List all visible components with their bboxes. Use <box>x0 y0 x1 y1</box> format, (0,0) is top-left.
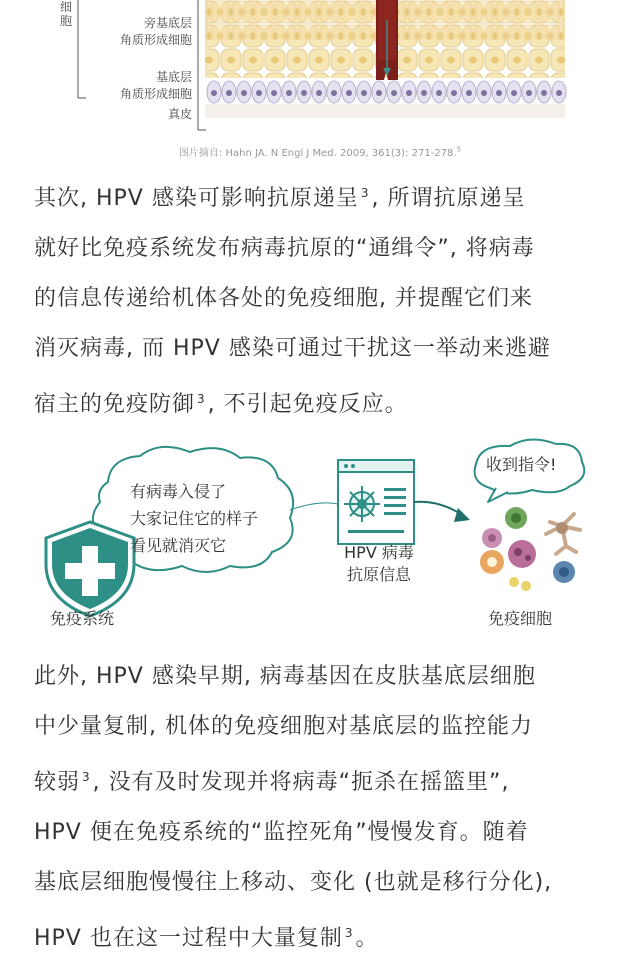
received-command-bubble: 收到指令! <box>486 455 557 474</box>
line-text-continued: , 不引起免疫反应。 <box>207 392 408 417</box>
caption-ref: 5 <box>456 145 462 154</box>
immune-system-label: 免疫系统 <box>50 609 115 628</box>
paragraph-line <box>34 274 610 324</box>
line-text: 基底层细胞慢慢往上移动、变化 (也就是移行分化), <box>34 870 553 895</box>
antigen-label-line1: HPV 病毒 <box>344 543 414 562</box>
basal-cell-nucleus <box>541 90 547 96</box>
immune-cells-icon <box>480 507 580 591</box>
basal-label-line1: 基底层 <box>155 70 192 84</box>
basal-cell-nucleus <box>556 90 562 96</box>
basal-cell-nucleus <box>271 90 277 96</box>
basal-cell-nucleus <box>421 90 427 96</box>
line-text: 消灭病毒, 而 HPV 感染可通过干扰这一举动来逃避 <box>34 336 551 361</box>
basal-cell-nucleus <box>436 90 442 96</box>
basal-cell-nucleus <box>511 90 517 96</box>
paragraph-antigen-presentation <box>34 168 610 430</box>
basal-cell-nucleus <box>226 90 232 96</box>
basal-cell-nucleus <box>376 90 382 96</box>
basal-cell-nucleus <box>361 90 367 96</box>
basal-cell-nucleus <box>481 90 487 96</box>
dermis-label: 真皮 <box>167 107 192 121</box>
basal-layer-label <box>92 69 192 103</box>
basal-label-line2: 角质形成细胞 <box>119 87 192 101</box>
paragraph-line <box>34 908 610 964</box>
paragraph-line <box>34 702 610 752</box>
parabasal-label-line1: 旁基底层 <box>143 16 192 30</box>
paragraph-line <box>34 374 610 430</box>
parabasal-label-line2: 角质形成细胞 <box>119 33 192 47</box>
citation-ref: 3 <box>344 926 354 940</box>
line-text: 中少量复制, 机体的免疫细胞对基底层的监控能力 <box>34 714 533 739</box>
line-text: HPV 也在这一过程中大量复制 <box>34 926 343 951</box>
basal-cell-nucleus <box>301 90 307 96</box>
virus-document-icon <box>338 460 414 544</box>
speech-line-2: 大家记住它的样子 <box>130 509 259 528</box>
figure-caption <box>0 144 640 159</box>
line-text: 此外, HPV 感染早期, 病毒基因在皮肤基底层细胞 <box>34 664 536 689</box>
basal-cell-nucleus <box>466 90 472 96</box>
basal-cell-nucleus <box>256 90 262 96</box>
line-text: 其次, HPV 感染可影响抗原递呈 <box>34 186 359 211</box>
basal-cell-nucleus <box>496 90 502 96</box>
line-text: HPV 便在免疫系统的“监控死角”慢慢发育。随着 <box>34 820 529 845</box>
line-text-continued: 。 <box>355 926 379 951</box>
citation-ref: 3 <box>197 392 206 406</box>
line-text-continued: , 没有及时发现并将病毒“扼杀在摇篮里”, <box>92 770 510 795</box>
line-text: 就好比免疫系统发布病毒抗原的“通缉令”, 将病毒 <box>34 236 535 261</box>
paragraph-line <box>34 858 610 908</box>
antigen-info-label <box>334 542 424 586</box>
basal-cell-nucleus <box>346 90 352 96</box>
citation-ref: 3 <box>360 186 370 200</box>
basal-cell-nucleus <box>451 90 457 96</box>
basal-cell-nucleus <box>241 90 247 96</box>
speech-line-3: 看见就消灭它 <box>130 536 227 555</box>
immune-response-diagram <box>0 430 640 660</box>
speech-line-1: 有病毒入侵了 <box>130 482 227 501</box>
parabasal-layer-label <box>92 15 192 49</box>
line-text: 较弱 <box>34 770 81 795</box>
line-text: 宿主的免疫防御 <box>34 392 196 417</box>
citation-ref: 3 <box>82 770 91 784</box>
basal-cell-nucleus <box>211 90 217 96</box>
paragraph-line <box>34 808 610 858</box>
paragraph-line <box>34 652 610 702</box>
basal-cell-nucleus <box>286 90 292 96</box>
basal-cell-nucleus <box>391 90 397 96</box>
top-layer-label-fragment: 细胞 <box>59 0 72 28</box>
basal-cell-nucleus <box>406 90 412 96</box>
paragraph-line <box>34 324 610 374</box>
paragraph-line <box>34 168 610 224</box>
skin-layer-figure <box>0 0 640 140</box>
line-text-continued: , 所谓抗原递呈 <box>371 186 526 211</box>
paragraph-basal-layer-replication <box>34 652 610 964</box>
caption-text: 图片摘自: Hahn JA. N Engl J Med. 2009, 361(3): 271-278. <box>178 148 457 159</box>
basal-cell-nucleus <box>331 90 337 96</box>
basal-cell-nucleus <box>526 90 532 96</box>
antigen-label-line2: 抗原信息 <box>346 565 411 584</box>
basal-cell-nucleus <box>316 90 322 96</box>
shield-icon <box>46 522 134 616</box>
paragraph-line <box>34 752 610 808</box>
paragraph-line <box>34 224 610 274</box>
speech-bubble-text <box>130 478 300 559</box>
line-text: 的信息传递给机体各处的免疫细胞, 并提醒它们来 <box>34 286 533 311</box>
immune-cells-label: 免疫细胞 <box>488 609 553 628</box>
